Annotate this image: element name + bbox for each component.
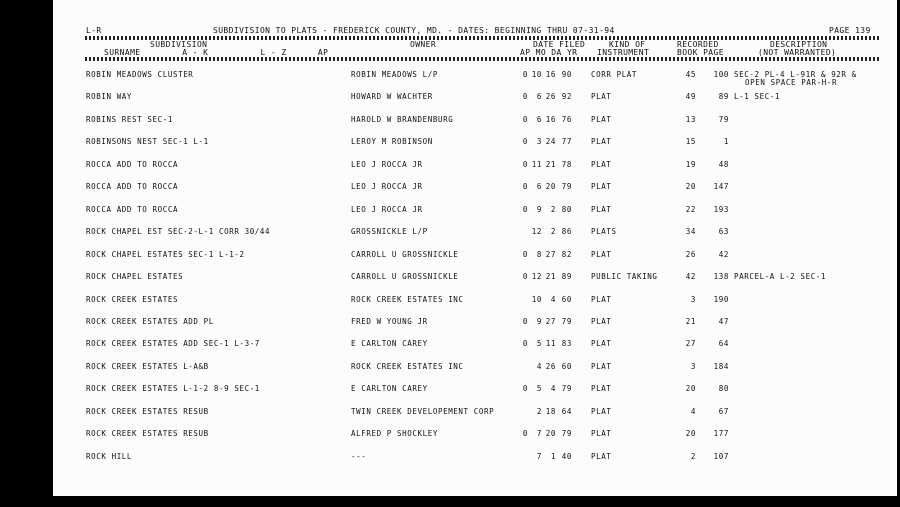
book-cell: 20 [685,182,696,192]
instrument-cell: PLAT [591,92,612,102]
owner-cell: CARROLL U GROSSNICKLE [351,272,459,282]
year-cell: 80 [561,204,572,214]
year-cell: 60 [561,294,572,304]
instrument-cell: PLAT [591,294,612,304]
book-cell: 13 [685,114,696,124]
page-cell: 107 [713,451,729,461]
table-row [0,205,900,215]
col-date-bottom: AP MO DA YR [520,48,578,57]
month-cell: 9 [536,316,542,326]
ap-cell: 0 [522,429,528,439]
month-cell: 10 [531,70,542,79]
day-cell: 21 [545,272,556,282]
description-cell: PARCEL-A L-2 SEC-1 [734,272,827,282]
month-cell: 7 [536,451,542,461]
year-cell: 86 [561,227,572,237]
year-cell: 79 [561,429,572,439]
instrument-cell: PLAT [591,451,612,461]
day-cell: 16 [545,114,556,124]
report-code: L-R [86,26,102,35]
table-row [0,272,900,282]
day-cell: 26 [545,92,556,102]
month-cell: 3 [536,137,542,147]
table-row [0,295,900,305]
subdivision-cell: ROCK CREEK ESTATES L-A&B [86,361,209,371]
owner-cell: --- [351,451,367,461]
subdivision-cell: ROBINSONS NEST SEC-1 L-1 [86,137,209,147]
book-cell: 45 [685,70,696,79]
table-row [0,160,900,170]
owner-cell: LEO J ROCCA JR [351,204,423,214]
instrument-cell: PLAT [591,406,612,416]
col-description-bottom: (NOT WARRANTED) [758,48,837,57]
ap-cell: 0 [522,70,528,79]
month-cell: 10 [531,294,542,304]
page-number: PAGE 139 [829,26,871,35]
owner-cell: TWIN CREEK DEVELOPEMENT CORP [351,406,495,416]
table-row [0,137,900,147]
year-cell: 78 [561,159,572,169]
book-cell: 22 [685,204,696,214]
instrument-cell: PLAT [591,384,612,394]
month-cell: 4 [536,361,542,371]
day-cell: 21 [545,159,556,169]
book-cell: 42 [685,272,696,282]
year-cell: 89 [561,272,572,282]
year-cell: 64 [561,406,572,416]
ap-cell: 0 [522,159,528,169]
book-cell: 49 [685,92,696,102]
day-cell: 20 [545,182,556,192]
book-cell: 3 [690,294,696,304]
table-row [0,227,900,237]
owner-cell: E CARLTON CAREY [351,384,428,394]
owner-cell: E CARLTON CAREY [351,339,428,349]
subdivision-cell: ROCK CREEK ESTATES ADD PL [86,316,214,326]
subdivision-cell: ROCK HILL [86,451,133,461]
page-cell: 42 [718,249,729,259]
ap-cell: 0 [522,316,528,326]
subdivision-cell: ROCK CREEK ESTATES RESUB [86,406,209,416]
month-cell: 6 [536,114,542,124]
year-cell: 79 [561,182,572,192]
month-cell: 2 [536,406,542,416]
day-cell: 20 [545,429,556,439]
book-cell: 3 [690,361,696,371]
subdivision-cell: ROCK CHAPEL ESTATES [86,272,184,282]
owner-cell: LEO J ROCCA JR [351,182,423,192]
col-description-top: DESCRIPTION [770,40,828,49]
month-cell: 5 [536,339,542,349]
owner-cell: CARROLL U GROSSNICKLE [351,249,459,259]
page-cell: 79 [718,114,729,124]
table-row [0,250,900,260]
report-title: SUBDIVISION TO PLATS - FREDERICK COUNTY, MD. - DATES: BEGINNING THRU 07-31-94 [213,26,615,35]
owner-cell: ALFRED P SHOCKLEY [351,429,438,439]
day-cell: 16 [545,70,556,79]
page-cell: 64 [718,339,729,349]
col-owner: OWNER [410,40,437,49]
ap-cell: 0 [522,182,528,192]
col-recorded-bottom: BOOK PAGE [677,48,724,57]
table-row [0,70,900,87]
year-cell: 40 [561,451,572,461]
owner-cell: ROBIN MEADOWS L/P [351,70,438,79]
table-row [0,317,900,327]
book-cell: 15 [685,137,696,147]
description-cell-continued: OPEN SPACE PAR-H-R [745,78,838,87]
header-rule [85,57,880,61]
page-cell: 190 [713,294,729,304]
book-cell: 27 [685,339,696,349]
ap-cell: 0 [522,137,528,147]
year-cell: 79 [561,384,572,394]
subdivision-cell: ROBIN WAY [86,92,133,102]
ap-cell: 0 [522,384,528,394]
subdivision-cell: ROCCA ADD TO ROCCA [86,182,179,192]
month-cell: 9 [536,204,542,214]
instrument-cell: PLAT [591,316,612,326]
day-cell: 1 [550,451,556,461]
subdivision-cell: ROCCA ADD TO ROCCA [86,159,179,169]
day-cell: 27 [545,249,556,259]
day-cell: 4 [550,294,556,304]
month-cell: 12 [531,227,542,237]
ap-cell: 0 [522,92,528,102]
subdivision-cell: ROCK CREEK ESTATES L-1-2 8-9 SEC-1 [86,384,260,394]
table-row [0,182,900,192]
book-cell: 26 [685,249,696,259]
book-cell: 4 [690,406,696,416]
instrument-cell: PLAT [591,114,612,124]
year-cell: 92 [561,92,572,102]
col-date-top: DATE FILED [533,40,586,49]
page-cell: 63 [718,227,729,237]
instrument-cell: PUBLIC TAKING [591,272,658,282]
month-cell: 7 [536,429,542,439]
table-row [0,407,900,417]
book-cell: 2 [690,451,696,461]
owner-cell: HOWARD W WACHTER [351,92,433,102]
year-cell: 79 [561,316,572,326]
day-cell: 18 [545,406,556,416]
table-row [0,362,900,372]
instrument-cell: PLAT [591,249,612,259]
month-cell: 12 [531,272,542,282]
subdivision-cell: ROCK CREEK ESTATES RESUB [86,429,209,439]
owner-cell: ROCK CREEK ESTATES INC [351,361,464,371]
month-cell: 6 [536,182,542,192]
book-cell: 21 [685,316,696,326]
month-cell: 6 [536,92,542,102]
ap-cell: 0 [522,272,528,282]
book-cell: 34 [685,227,696,237]
page-cell: 47 [718,316,729,326]
instrument-cell: PLAT [591,429,612,439]
day-cell: 2 [550,227,556,237]
subdivision-cell: ROBIN MEADOWS CLUSTER [86,70,194,79]
page-cell: 138 [713,272,729,282]
year-cell: 76 [561,114,572,124]
day-cell: 26 [545,361,556,371]
page-cell: 100 [713,70,729,79]
instrument-cell: CORR PLAT [591,70,638,79]
instrument-cell: PLATS [591,227,617,237]
book-cell: 19 [685,159,696,169]
owner-cell: LEROY M ROBINSON [351,137,433,147]
owner-cell: ROCK CREEK ESTATES INC [351,294,464,304]
table-row [0,384,900,394]
book-cell: 20 [685,384,696,394]
table-row [0,92,900,102]
owner-cell: GROSSNICKLE L/P [351,227,428,237]
year-cell: 82 [561,249,572,259]
subdivision-cell: ROCK CREEK ESTATES ADD SEC-1 L-3-7 [86,339,260,349]
day-cell: 11 [545,339,556,349]
day-cell: 27 [545,316,556,326]
year-cell: 77 [561,137,572,147]
table-row [0,452,900,462]
ap-cell: 0 [522,114,528,124]
page-cell: 184 [713,361,729,371]
owner-cell: FRED W YOUNG JR [351,316,428,326]
page-cell: 147 [713,182,729,192]
month-cell: 11 [531,159,542,169]
instrument-cell: PLAT [591,159,612,169]
ap-cell: 0 [522,204,528,214]
subdivision-cell: ROCK CREEK ESTATES [86,294,179,304]
month-cell: 5 [536,384,542,394]
col-subdivision-bottom: SURNAME A - K L - Z AP [104,48,329,57]
owner-cell: HAROLD W BRANDENBURG [351,114,454,124]
year-cell: 90 [561,70,572,79]
day-cell: 4 [550,384,556,394]
page-cell: 80 [718,384,729,394]
instrument-cell: PLAT [591,204,612,214]
col-kind-top: KIND OF [609,40,646,49]
owner-cell: LEO J ROCCA JR [351,159,423,169]
year-cell: 83 [561,339,572,349]
day-cell: 2 [550,204,556,214]
subdivision-cell: ROCCA ADD TO ROCCA [86,204,179,214]
table-row [0,339,900,349]
instrument-cell: PLAT [591,182,612,192]
col-kind-bottom: INSTRUMENT [597,48,650,57]
page-cell: 177 [713,429,729,439]
page-cell: 193 [713,204,729,214]
subdivision-cell: ROCK CHAPEL ESTATES SEC-1 L-1-2 [86,249,245,259]
col-recorded-top: RECORDED [677,40,719,49]
ap-cell: 0 [522,339,528,349]
ap-cell: 0 [522,249,528,259]
table-row [0,429,900,439]
month-cell: 8 [536,249,542,259]
subdivision-cell: ROBINS REST SEC-1 [86,114,173,124]
col-subdivision-top: SUBDIVISION [150,40,208,49]
page-cell: 48 [718,159,729,169]
instrument-cell: PLAT [591,137,612,147]
table-row [0,115,900,125]
instrument-cell: PLAT [591,361,612,371]
instrument-cell: PLAT [591,339,612,349]
page-cell: 1 [723,137,729,147]
description-cell: L-1 SEC-1 [734,92,781,102]
year-cell: 60 [561,361,572,371]
book-cell: 20 [685,429,696,439]
day-cell: 24 [545,137,556,147]
description-cell: SEC-2 PL-4 L-91R & 92R & [734,70,857,79]
page-cell: 89 [718,92,729,102]
subdivision-cell: ROCK CHAPEL EST SEC-2-L-1 CORR 30/44 [86,227,271,237]
page-cell: 67 [718,406,729,416]
